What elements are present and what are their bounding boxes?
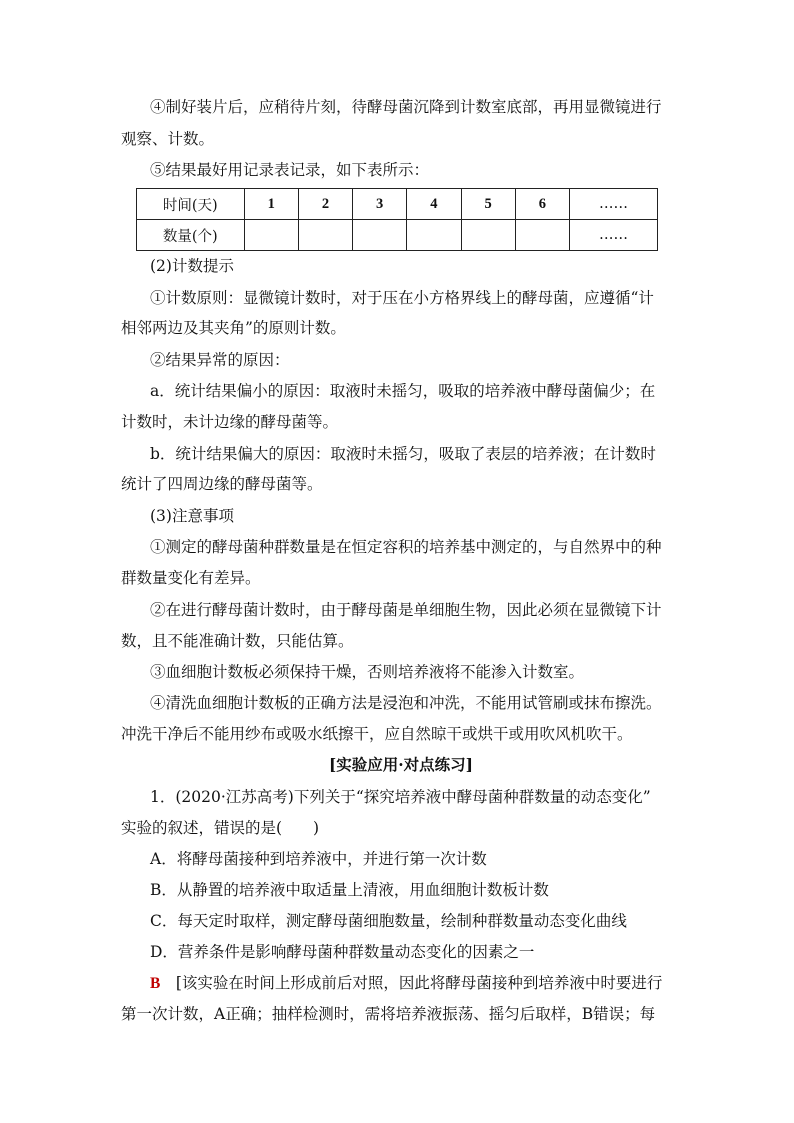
paragraph-counting-principle: ①计数原则：显微镜计数时，对于压在小方格界线上的酵母菌，应遵循“计 [150,289,654,307]
table-cell: 1 [244,189,298,220]
table-cell [298,220,352,251]
section-heading-counting-tips: (2)计数提示 [150,257,234,275]
table-cell [407,220,461,251]
table-cell [244,220,298,251]
paragraph-step5: ⑤结果最好用记录表记录，如下表所示： [150,161,430,179]
table-cell: 5 [461,189,515,220]
question-stem: 1．(2020·江苏高考)下列关于“探究培养液中酵母菌种群数量的动态变化” [150,788,651,806]
paragraph-step4-cont: 观察、计数。 [121,130,215,148]
section-heading-notes: (3)注意事项 [150,507,234,525]
option-a: A．将酵母菌接种到培养液中，并进行第一次计数 [150,850,487,868]
paragraph-note4-cont: 冲洗干净后不能用纱布或吸水纸擦干，应自然晾干或烘干或用吹风机吹干。 [121,725,633,743]
paragraph-counting-principle-cont: 相邻两边及其夹角”的原则计数。 [121,319,346,337]
paragraph-note2-cont: 数，且不能准确计数，只能估算。 [121,632,354,650]
option-c: C．每天定时取样，测定酵母菌细胞数量，绘制种群数量动态变化曲线 [150,912,627,930]
answer-explanation [150,972,681,995]
table-cell: 6 [515,189,569,220]
paragraph-result-high-cont: 统计了四周边缘的酵母菌等。 [121,475,323,493]
paragraph-note2: ②在进行酵母菌计数时，由于酵母菌是单细胞生物，因此必须在显微镜下计 [150,601,662,619]
table-cell: 数量(个) [137,220,245,251]
question-stem-cont: 实验的叙述，错误的是( ) [121,819,320,837]
table-row [137,189,658,220]
practice-title: [实验应用·对点练习] [328,755,474,774]
option-d: D．营养条件是影响酵母菌种群数量动态变化的因素之一 [150,943,535,961]
paragraph-step4: ④制好装片后，应稍待片刻，待酵母菌沉降到计数室底部，再用显微镜进行 [150,98,662,116]
table-cell [461,220,515,251]
table-cell: …… [569,189,657,220]
answer-letter: B [150,975,161,992]
paragraph-note4: ④清洗血细胞计数板的正确方法是浸泡和冲洗，不能用试管刷或抹布擦洗。 [150,694,662,712]
table-row [137,220,658,251]
paragraph-result-low-cont: 计数时，未计边缘的酵母菌等。 [121,413,339,431]
paragraph-abnormal-causes: ②结果异常的原因： [150,351,290,369]
table-cell [515,220,569,251]
option-b: B．从静置的培养液中取适量上清液，用血细胞计数板计数 [150,881,549,899]
paragraph-result-high: b．统计结果偏大的原因：取液时未摇匀，吸取了表层的培养液；在计数时 [150,445,656,463]
table-cell: 时间(天) [137,189,245,220]
paragraph-result-low: a．统计结果偏小的原因：取液时未摇匀，吸取的培养液中酵母菌偏少；在 [150,382,656,400]
table-cell: …… [569,220,657,251]
table-cell: 3 [353,189,407,220]
explanation-text: [该实验在时间上形成前后对照，因此将酵母菌接种到培养液中时要进行 [175,974,663,992]
table-cell: 2 [298,189,352,220]
record-table [136,188,658,251]
table-cell [353,220,407,251]
explanation-text-cont: 第一次计数，A正确；抽样检测时，需将培养液振荡、摇匀后取样，B错误；每 [121,1005,656,1023]
paragraph-note3: ③血细胞计数板必须保持干燥，否则培养液将不能渗入计数室。 [150,663,585,681]
table-cell: 4 [407,189,461,220]
paragraph-note1: ①测定的酵母菌种群数量是在恒定容积的培养基中测定的，与自然界中的种 [150,538,662,556]
paragraph-note1-cont: 群数量变化有差异。 [121,569,261,587]
